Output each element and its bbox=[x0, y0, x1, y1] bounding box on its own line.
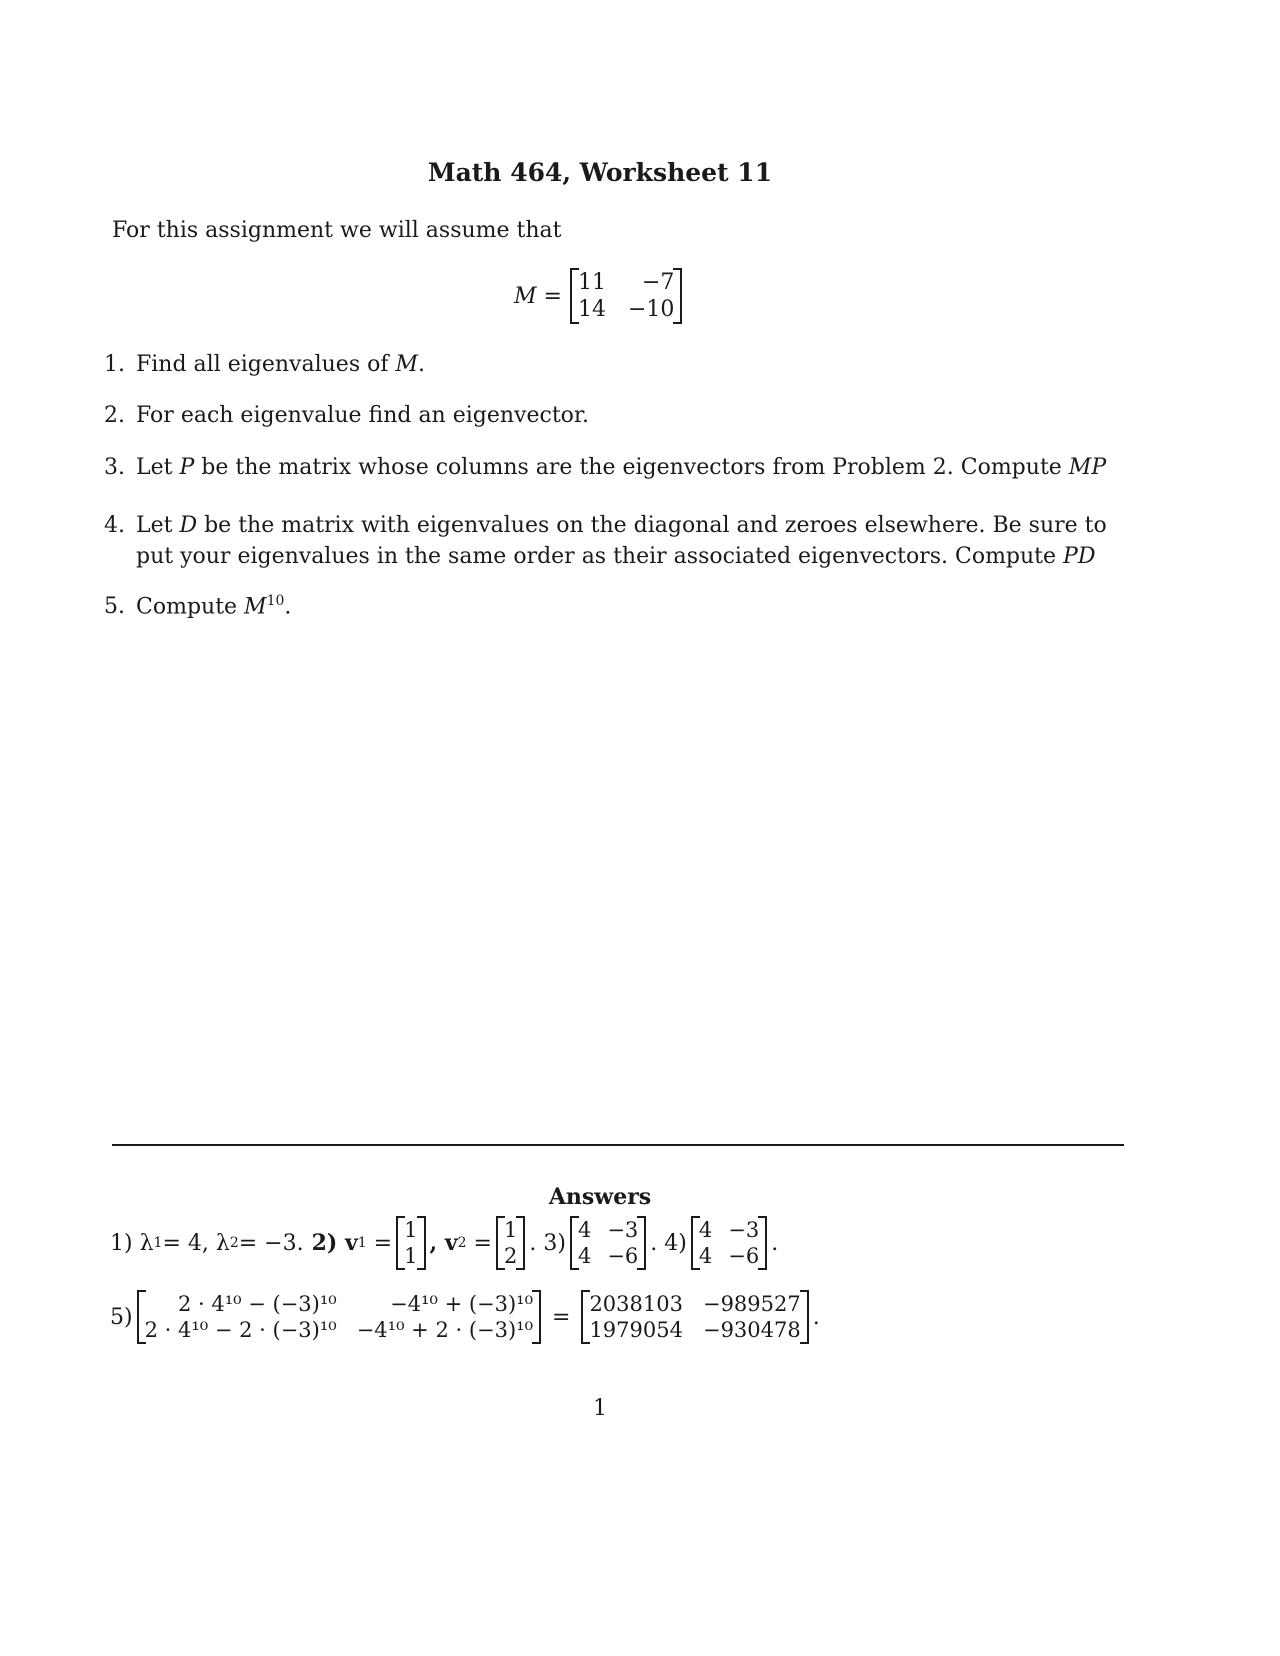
intro-text: For this assignment we will assume that bbox=[112, 218, 562, 243]
question-var: MP bbox=[1068, 455, 1107, 480]
question-text: For each eigenvalue find an eigenvector. bbox=[136, 403, 589, 428]
matrix-cell: −930478 bbox=[702, 1318, 801, 1342]
matrix-cell: 4 bbox=[698, 1218, 713, 1242]
answer-3-label: 3) bbox=[543, 1230, 566, 1256]
matrix-cell: 4 bbox=[577, 1218, 592, 1242]
answers-row-1 bbox=[110, 1216, 778, 1270]
matrix-cell: −3 bbox=[728, 1218, 760, 1242]
answer-1-label: 1) λ bbox=[110, 1230, 154, 1256]
equals: = bbox=[366, 1230, 393, 1256]
question-number: 4. bbox=[104, 513, 125, 538]
equals: = bbox=[545, 1304, 578, 1330]
question-number: 2. bbox=[104, 403, 125, 428]
vector-v1 bbox=[396, 1216, 425, 1270]
period: . bbox=[771, 1230, 779, 1256]
question-var: M bbox=[244, 594, 267, 620]
question-var: M bbox=[395, 352, 419, 377]
question-1 bbox=[104, 352, 425, 377]
matrix-answer-5-symbolic bbox=[137, 1290, 541, 1344]
subscript: 1 bbox=[357, 1235, 367, 1251]
matrix-cell: 1 bbox=[503, 1218, 518, 1242]
matrix-cell: 2 · 4¹⁰ − (−3)¹⁰ bbox=[177, 1292, 337, 1316]
matrix-cell: 14 bbox=[577, 297, 606, 322]
question-number: 3. bbox=[104, 455, 125, 480]
page-number: 1 bbox=[593, 1396, 607, 1421]
matrix-cell: 2 · 4¹⁰ − 2 · (−3)¹⁰ bbox=[144, 1318, 337, 1342]
matrix-cell: 2038103 bbox=[589, 1292, 683, 1316]
question-3 bbox=[104, 455, 1106, 480]
period: . bbox=[650, 1230, 665, 1256]
period: . bbox=[812, 1304, 820, 1330]
matrix-cell: 1 bbox=[404, 1244, 418, 1268]
matrix-cell: −4¹⁰ + 2 · (−3)¹⁰ bbox=[356, 1318, 534, 1342]
divider bbox=[112, 1144, 1124, 1146]
matrix-cell: −6 bbox=[728, 1244, 760, 1268]
question-text: Compute bbox=[136, 594, 245, 620]
matrix-cell: 4 bbox=[698, 1244, 713, 1268]
answers-title: Answers bbox=[548, 1184, 652, 1210]
answer-1-value: = −3. bbox=[238, 1230, 304, 1256]
matrix-answer-4 bbox=[691, 1216, 767, 1270]
question-5 bbox=[104, 593, 291, 619]
matrix-definition bbox=[514, 268, 686, 324]
question-number: 5. bbox=[104, 594, 125, 620]
question-var: P bbox=[179, 455, 195, 480]
matrix-cell: −989527 bbox=[702, 1292, 801, 1316]
matrix-cell: 4 bbox=[577, 1244, 592, 1268]
vector-v2 bbox=[496, 1216, 525, 1270]
matrix-cell: −3 bbox=[607, 1218, 639, 1242]
answer-1-value: = 4, λ bbox=[162, 1230, 230, 1256]
matrix-cell: −6 bbox=[607, 1244, 639, 1268]
question-text: Find all eigenvalues of bbox=[136, 352, 396, 377]
question-var: D bbox=[179, 513, 198, 538]
matrix-cell: −7 bbox=[641, 270, 675, 295]
answer-5-label: 5) bbox=[110, 1304, 133, 1330]
answer-2-label: 2) v bbox=[311, 1230, 358, 1256]
question-text: Let bbox=[136, 513, 180, 538]
matrix-cell: −10 bbox=[627, 297, 675, 322]
question-number: 1. bbox=[104, 352, 125, 377]
question-text-end: . bbox=[284, 594, 292, 620]
matrix-m bbox=[570, 268, 682, 324]
subscript: 1 bbox=[153, 1235, 163, 1251]
matrix-answer-3 bbox=[570, 1216, 646, 1270]
matrix-lhs: M = bbox=[514, 283, 562, 309]
matrix-cell: −4¹⁰ + (−3)¹⁰ bbox=[390, 1292, 534, 1316]
question-text-end: . bbox=[418, 352, 426, 377]
equals: = bbox=[466, 1230, 492, 1256]
matrix-cell: 1979054 bbox=[589, 1318, 683, 1342]
question-text: Let bbox=[136, 455, 180, 480]
subscript: 2 bbox=[229, 1235, 239, 1251]
question-4 bbox=[104, 510, 1121, 572]
matrix-cell: 2 bbox=[503, 1244, 518, 1268]
answer-4-label: 4) bbox=[664, 1230, 687, 1256]
matrix-answer-5-numeric bbox=[581, 1290, 808, 1344]
vector-v2-label: , v bbox=[429, 1230, 458, 1256]
answers-row-2 bbox=[110, 1290, 820, 1344]
question-2 bbox=[104, 403, 589, 428]
subscript: 2 bbox=[457, 1235, 467, 1251]
period: . bbox=[529, 1230, 544, 1256]
question-exponent: 10 bbox=[266, 593, 285, 609]
matrix-cell: 1 bbox=[404, 1218, 418, 1242]
question-text-mid: be the matrix with eigenvalues on the diagonal and zeroes elsewhere. Be sure to put your eigenvalues in the same order as their associated eigenvectors. Compute bbox=[136, 513, 1107, 569]
matrix-cell: 11 bbox=[577, 270, 606, 295]
question-text-mid: be the matrix whose columns are the eigenvectors from Problem 2. Compute bbox=[194, 455, 1069, 480]
question-var: PD bbox=[1063, 544, 1096, 569]
page-title: Math 464, Worksheet 11 bbox=[427, 158, 773, 187]
